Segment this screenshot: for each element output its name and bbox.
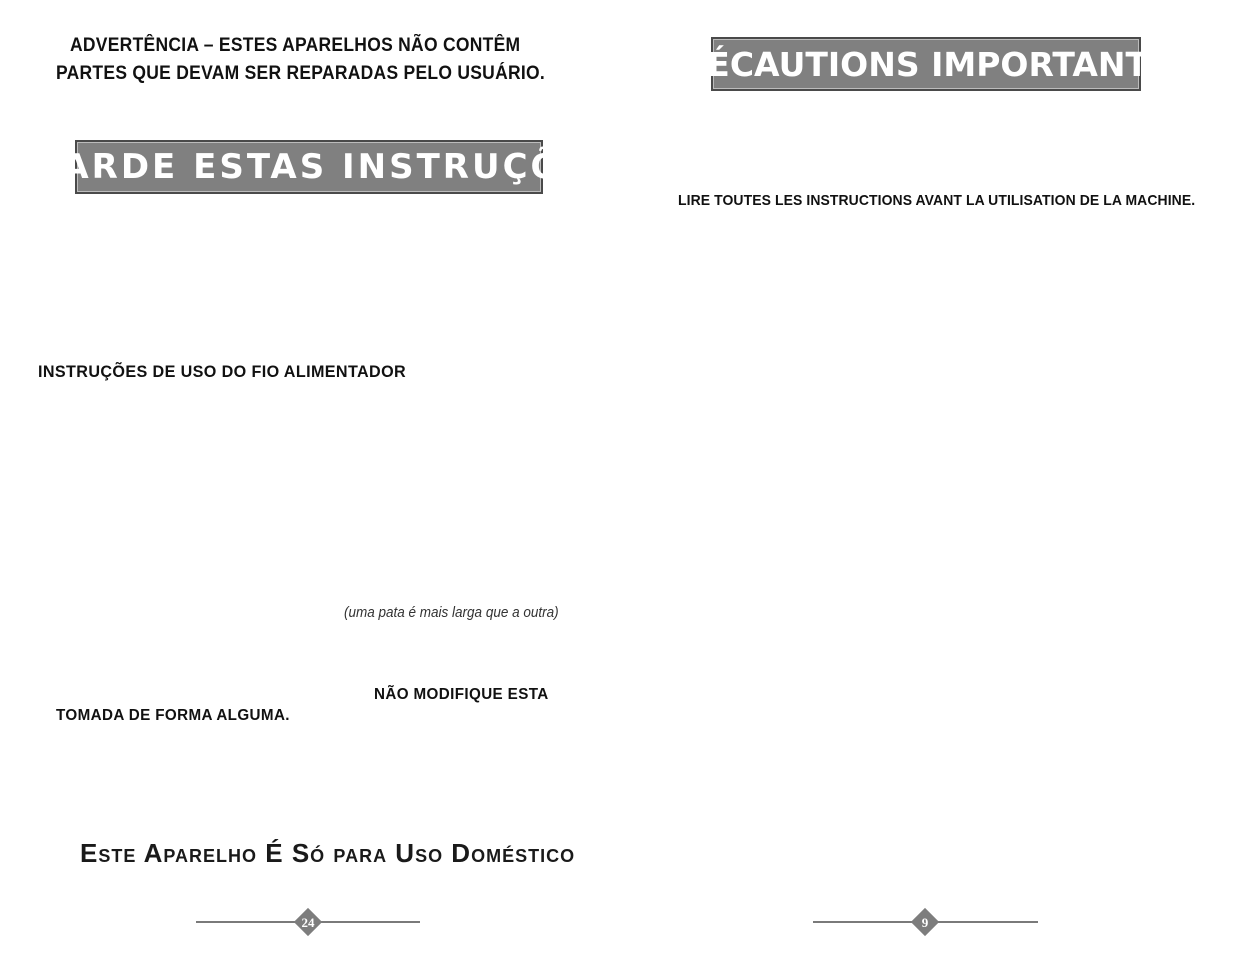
read-instructions-heading: LIRE TOUTES LES INSTRUCTIONS AVANT LA UTILISATION DE LA MACHINE. xyxy=(678,192,1196,209)
cord-instructions-heading: INSTRUÇÕES DE USO DO FIO ALIMENTADOR xyxy=(38,362,407,381)
modify-warning-part2: TOMADA DE FORMA ALGUMA. xyxy=(56,707,290,724)
precautions-banner xyxy=(657,37,1195,91)
save-instructions-banner xyxy=(1,140,617,194)
left-page-number: 24 xyxy=(301,915,315,930)
plug-note: (uma pata é mais larga que a outra) xyxy=(344,604,559,621)
warning-line-1: ADVERTÊNCIA – ESTES APARELHOS NÃO CONTÊM xyxy=(70,35,521,56)
warning-line-2: PARTES QUE DEVAM SER REPARADAS PELO USUÁRIO. xyxy=(56,63,546,84)
household-use-title: Este Aparelho É Só para Uso Doméstico xyxy=(80,838,576,868)
save-instructions-banner-text: GUARDE ESTAS INSTRUÇÕES xyxy=(1,147,617,187)
precautions-banner-text: PRÉCAUTIONS IMPORTANTES xyxy=(657,44,1195,84)
right-page-number: 9 xyxy=(921,915,929,930)
modify-warning-part1: NÃO MODIFIQUE ESTA xyxy=(374,686,549,703)
